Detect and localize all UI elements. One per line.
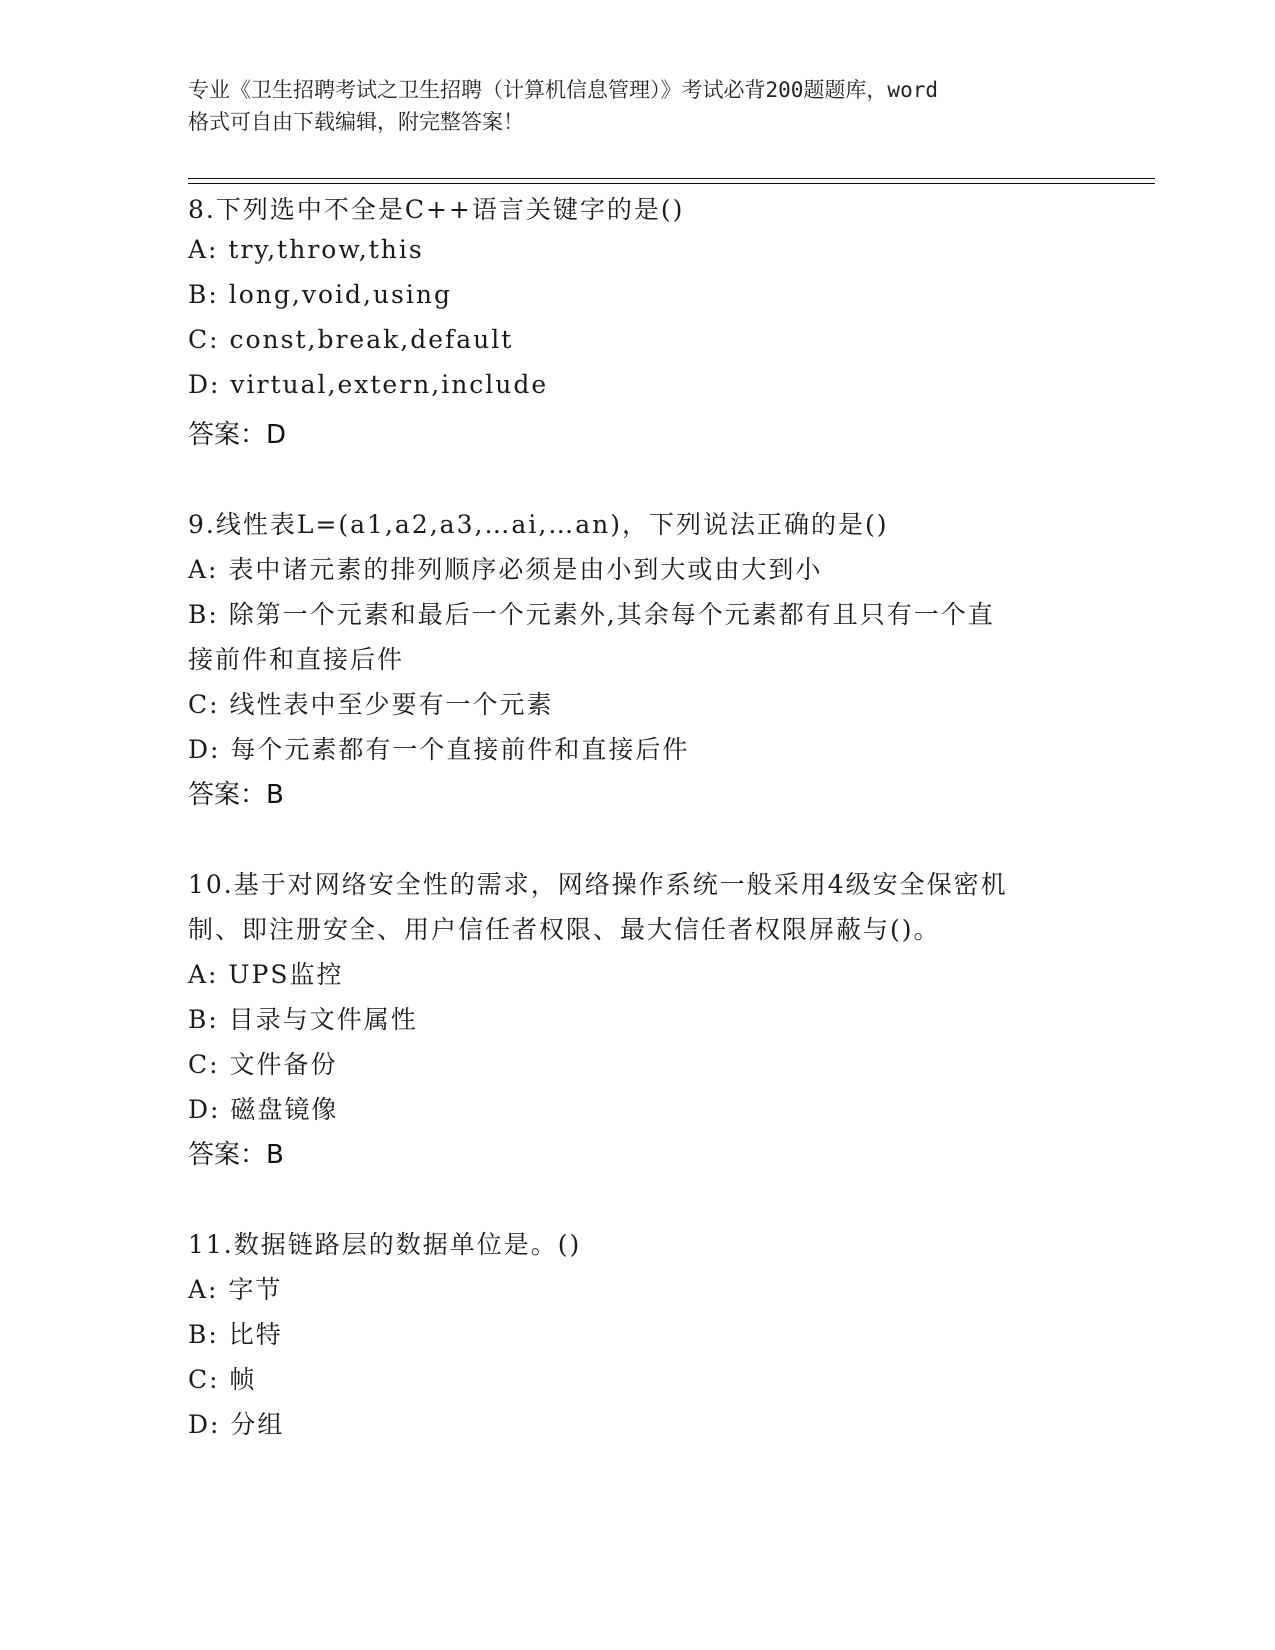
header-line-1: 专业《卫生招聘考试之卫生招聘（计算机信息管理）》考试必背200题题库，word	[188, 78, 938, 102]
header-rule-bottom	[188, 183, 1155, 184]
option-a: A: 表中诸元素的排列顺序必须是由小到大或由大到小	[188, 555, 823, 584]
document-header	[188, 74, 1088, 138]
question-stem: 10.基于对网络安全性的需求，网络操作系统一般采用4级安全保密机	[188, 870, 1008, 899]
question-stem-continued: 制、即注册安全、用户信任者权限、最大信任者权限屏蔽与()。	[188, 915, 941, 944]
option-a: A: 字节	[188, 1275, 283, 1304]
question-stem: 9.线性表L=(a1,a2,a3,…ai,…an)，下列说法正确的是()	[188, 510, 889, 539]
option-b: B: 目录与文件属性	[188, 1005, 418, 1034]
question-stem: 11.数据链路层的数据单位是。()	[188, 1230, 582, 1259]
answer-label: 答案：B	[188, 1140, 284, 1170]
answer-label: 答案：B	[188, 780, 284, 810]
option-a: A: try,throw,this	[188, 235, 424, 264]
question-stem: 8.下列选中不全是C++语言关键字的是()	[188, 195, 685, 224]
option-b: B: 除第一个元素和最后一个元素外,其余每个元素都有且只有一个直	[188, 600, 995, 629]
option-a: A: UPS监控	[188, 960, 344, 989]
option-d: D: 磁盘镜像	[188, 1095, 339, 1124]
option-b: B: long,void,using	[188, 280, 452, 309]
option-d: D: virtual,extern,include	[188, 370, 549, 399]
option-d: D: 每个元素都有一个直接前件和直接后件	[188, 735, 690, 764]
option-c: C: const,break,default	[188, 325, 514, 354]
option-c: C: 文件备份	[188, 1050, 338, 1079]
header-rule-top	[188, 178, 1155, 179]
option-c: C: 帧	[188, 1365, 257, 1394]
option-b-continued: 接前件和直接后件	[188, 645, 405, 674]
answer-label: 答案：D	[188, 420, 287, 450]
option-d: D: 分组	[188, 1410, 285, 1439]
option-b: B: 比特	[188, 1320, 283, 1349]
option-c: C: 线性表中至少要有一个元素	[188, 690, 554, 719]
header-line-2: 格式可自由下载编辑，附完整答案！	[188, 110, 524, 134]
